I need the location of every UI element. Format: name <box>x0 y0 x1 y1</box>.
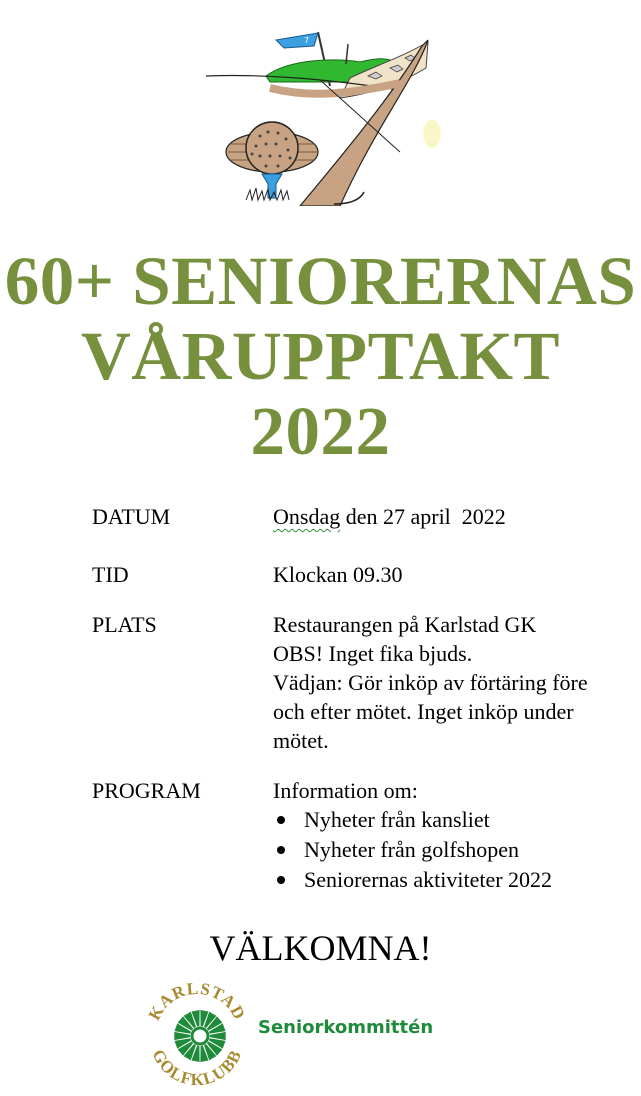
committee-name: Seniorkommittén <box>258 1017 434 1038</box>
list-item: Nyheter från kansliet <box>273 805 552 835</box>
title-line-2: VÅRUPPTAKT <box>80 318 561 394</box>
welcome-text: VÄLKOMNA! <box>209 928 432 968</box>
svg-text:KARLSTAD: KARLSTAD <box>144 978 250 1024</box>
golf-ball-on-tee-illustration <box>200 28 450 206</box>
svg-text:GOLFKLUBB: GOLFKLUBB <box>148 1046 246 1090</box>
plats-line-1: Restaurangen på Karlstad GK <box>273 612 537 637</box>
plats-line-4: och efter mötet. Inget inköp under <box>273 699 574 724</box>
karlstad-golfklubb-logo <box>140 978 254 1092</box>
tid-label: TID <box>92 562 129 587</box>
plats-line-2: OBS! Inget fika bjuds. <box>273 641 473 666</box>
plats-line-3: Vädjan: Gör inköp av förtäring före <box>273 670 588 695</box>
title-line-3: 2022 <box>250 393 391 469</box>
list-item: Nyheter från golfshopen <box>273 835 552 865</box>
program-list <box>273 805 552 895</box>
datum-date: den 27 april 2022 <box>340 504 506 529</box>
list-item: Seniorernas aktiviteter 2022 <box>273 865 552 895</box>
title-line-1: 60+ SENIORERNAS <box>4 243 637 319</box>
program-intro: Information om: <box>273 778 418 803</box>
datum-label: DATUM <box>92 504 171 529</box>
svg-text:7: 7 <box>304 36 310 45</box>
plats-label: PLATS <box>92 612 157 637</box>
datum-value <box>273 502 506 531</box>
datum-weekday: Onsdag <box>273 504 341 529</box>
tid-value: Klockan 09.30 <box>273 562 403 587</box>
program-label: PROGRAM <box>92 778 201 803</box>
plats-line-5: mötet. <box>273 728 329 753</box>
